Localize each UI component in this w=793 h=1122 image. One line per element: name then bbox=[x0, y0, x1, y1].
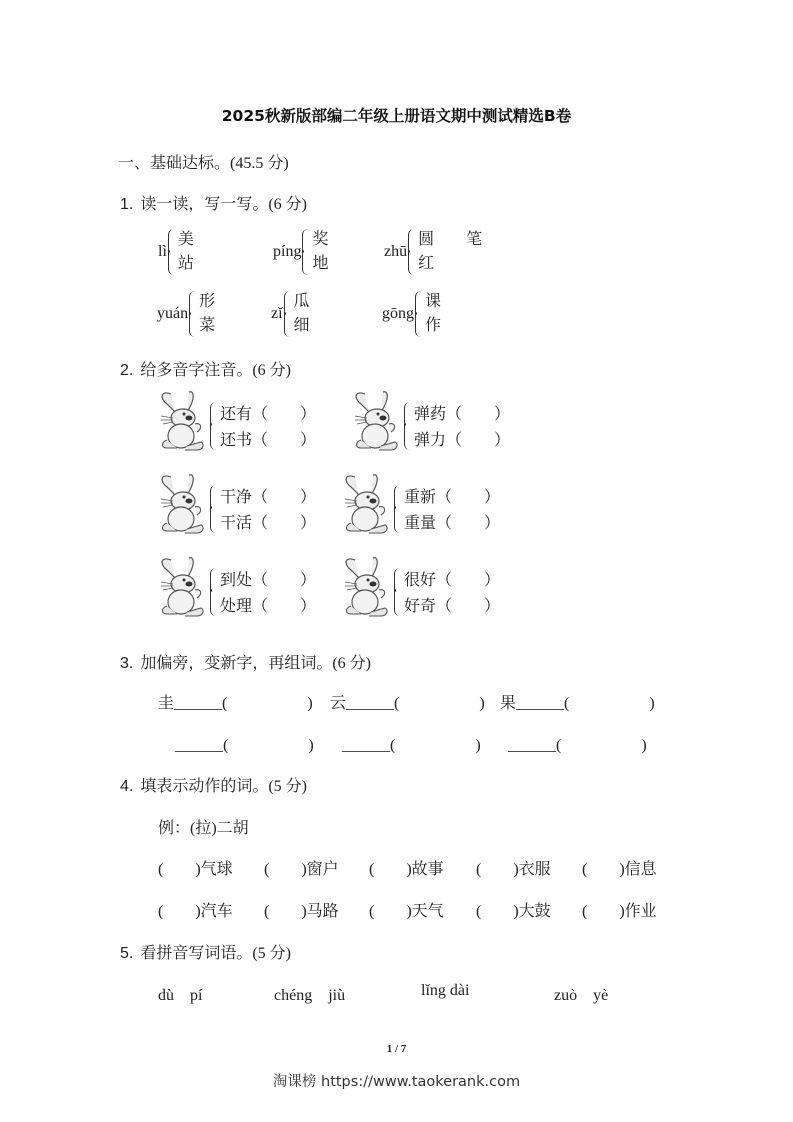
verb-item: ( )汽车 bbox=[158, 903, 233, 920]
rabbit-icon bbox=[350, 390, 402, 454]
brace-icon bbox=[415, 291, 422, 337]
question-2 bbox=[120, 357, 291, 380]
question-text: 加偏旁，变新字，再组词。(6 分) bbox=[140, 655, 372, 672]
brace-icon bbox=[302, 229, 309, 275]
question-text: 看拼音写词语。(5 分) bbox=[140, 945, 292, 962]
radical-item: ______( ) bbox=[175, 737, 314, 754]
brace-icon bbox=[394, 485, 401, 533]
brace-icon bbox=[404, 402, 411, 450]
polyphone-word: 还有（ ） bbox=[220, 406, 317, 423]
polyphone-word: 弹力（ ） bbox=[414, 432, 511, 449]
question-text: 给多音字注音。(6 分) bbox=[140, 362, 292, 379]
radical-item: 云______( ) bbox=[330, 695, 485, 712]
question-text: 读一读，写一写。(6 分) bbox=[140, 196, 308, 213]
polyphone-group bbox=[156, 556, 316, 620]
radical-row-1 bbox=[330, 690, 485, 713]
rabbit-icon bbox=[340, 556, 392, 620]
verb-item: ( )天气 bbox=[369, 903, 444, 920]
question-5 bbox=[120, 940, 291, 963]
polyphone-word: 很好（ ） bbox=[404, 572, 501, 589]
polyphone-word: 干活（ ） bbox=[220, 515, 317, 532]
question-number: 1. bbox=[120, 196, 134, 213]
pinyin-group bbox=[158, 228, 194, 276]
pinyin: zǐ bbox=[271, 305, 283, 322]
document-title: 2025秋新版部编二年级上册语文期中测试精选B卷 bbox=[221, 107, 572, 125]
pinyin-group bbox=[384, 228, 482, 276]
polyphone-word: 弹药（ ） bbox=[414, 406, 511, 423]
polyphone-word: 处理（ ） bbox=[220, 598, 317, 615]
polyphone-group bbox=[156, 473, 316, 537]
polyphone-word: 干净（ ） bbox=[220, 489, 317, 506]
brace-icon bbox=[394, 568, 401, 616]
pinyin-group bbox=[157, 290, 215, 338]
char: 站 bbox=[177, 255, 194, 272]
polyphone-group bbox=[340, 556, 500, 620]
verb-item: ( )窗户 bbox=[264, 861, 339, 878]
verb-item: ( )马路 bbox=[264, 903, 339, 920]
char: 红 bbox=[418, 255, 435, 272]
pinyin-prompt: zuò yè bbox=[554, 987, 609, 1004]
brace-icon bbox=[189, 291, 196, 337]
pinyin-prompt: dù pí bbox=[158, 987, 203, 1004]
polyphone-word: 重新（ ） bbox=[404, 489, 501, 506]
question-4 bbox=[120, 773, 307, 796]
brace-icon bbox=[210, 568, 217, 616]
polyphone-word: 还书（ ） bbox=[220, 432, 317, 449]
page-number: 1 / 7 bbox=[386, 1043, 407, 1055]
polyphone-word: 重量（ ） bbox=[404, 515, 501, 532]
rabbit-icon bbox=[156, 473, 208, 537]
char: 形 bbox=[199, 293, 216, 310]
pinyin: gōng bbox=[382, 305, 414, 322]
verb-item: ( )衣服 bbox=[476, 861, 551, 878]
pinyin: píng bbox=[273, 243, 302, 260]
radical-item: 果______( ) bbox=[500, 695, 655, 712]
verb-item: ( )大鼓 bbox=[476, 903, 551, 920]
pinyin-group bbox=[382, 290, 441, 338]
radical-row-2 bbox=[508, 732, 647, 755]
question-number: 2. bbox=[120, 362, 134, 379]
question-1 bbox=[120, 191, 307, 214]
rabbit-icon bbox=[340, 473, 392, 537]
pinyin-group bbox=[271, 290, 310, 338]
rabbit-icon bbox=[156, 556, 208, 620]
radical-row-2 bbox=[175, 732, 314, 755]
verb-item: ( )作业 bbox=[582, 903, 657, 920]
question-number: 3. bbox=[120, 655, 134, 672]
char: 瓜 bbox=[293, 293, 310, 310]
radical-item: 圭______( ) bbox=[158, 695, 313, 712]
char: 美 bbox=[177, 231, 194, 248]
radical-item: ______( ) bbox=[342, 737, 481, 754]
example-text: 例：(拉)二胡 bbox=[158, 820, 249, 837]
watermark-link[interactable]: 淘课榜 https://www.taokerank.com bbox=[272, 1074, 521, 1090]
pinyin: yuán bbox=[157, 305, 189, 322]
polyphone-word: 好奇（ ） bbox=[404, 598, 501, 615]
question-3 bbox=[120, 650, 371, 673]
char: 细 bbox=[293, 317, 310, 334]
brace-icon bbox=[284, 291, 291, 337]
pinyin-prompt: chéng jiù bbox=[274, 987, 346, 1004]
polyphone-word: 到处（ ） bbox=[220, 572, 317, 589]
pinyin-group bbox=[273, 228, 328, 276]
pinyin: zhū bbox=[384, 243, 408, 260]
pinyin-prompt: lǐng dài bbox=[421, 982, 470, 999]
verb-item: ( )气球 bbox=[158, 861, 233, 878]
char: 地 bbox=[312, 255, 329, 272]
question-text: 填表示动作的词。(5 分) bbox=[140, 778, 308, 795]
brace-icon bbox=[210, 402, 217, 450]
section-heading: 一、基础达标。(45.5 分) bbox=[118, 155, 289, 172]
polyphone-group bbox=[156, 390, 316, 454]
question-number: 4. bbox=[120, 778, 134, 795]
pinyin: lì bbox=[158, 243, 167, 260]
char: 奖 bbox=[312, 231, 329, 248]
radical-row-1 bbox=[500, 690, 655, 713]
rabbit-icon bbox=[156, 390, 208, 454]
radical-row-2 bbox=[342, 732, 481, 755]
brace-icon bbox=[408, 229, 415, 275]
polyphone-group bbox=[340, 473, 500, 537]
char: 课 bbox=[425, 293, 442, 310]
radical-row-1 bbox=[158, 690, 313, 713]
char: 圆 笔 bbox=[418, 231, 483, 248]
char: 作 bbox=[425, 317, 442, 334]
verb-item: ( )故事 bbox=[369, 861, 444, 878]
polyphone-group bbox=[350, 390, 510, 454]
brace-icon bbox=[210, 485, 217, 533]
question-number: 5. bbox=[120, 945, 134, 962]
char: 菜 bbox=[199, 317, 216, 334]
radical-item: ______( ) bbox=[508, 737, 647, 754]
verb-item: ( )信息 bbox=[582, 861, 657, 878]
brace-icon bbox=[168, 229, 175, 275]
